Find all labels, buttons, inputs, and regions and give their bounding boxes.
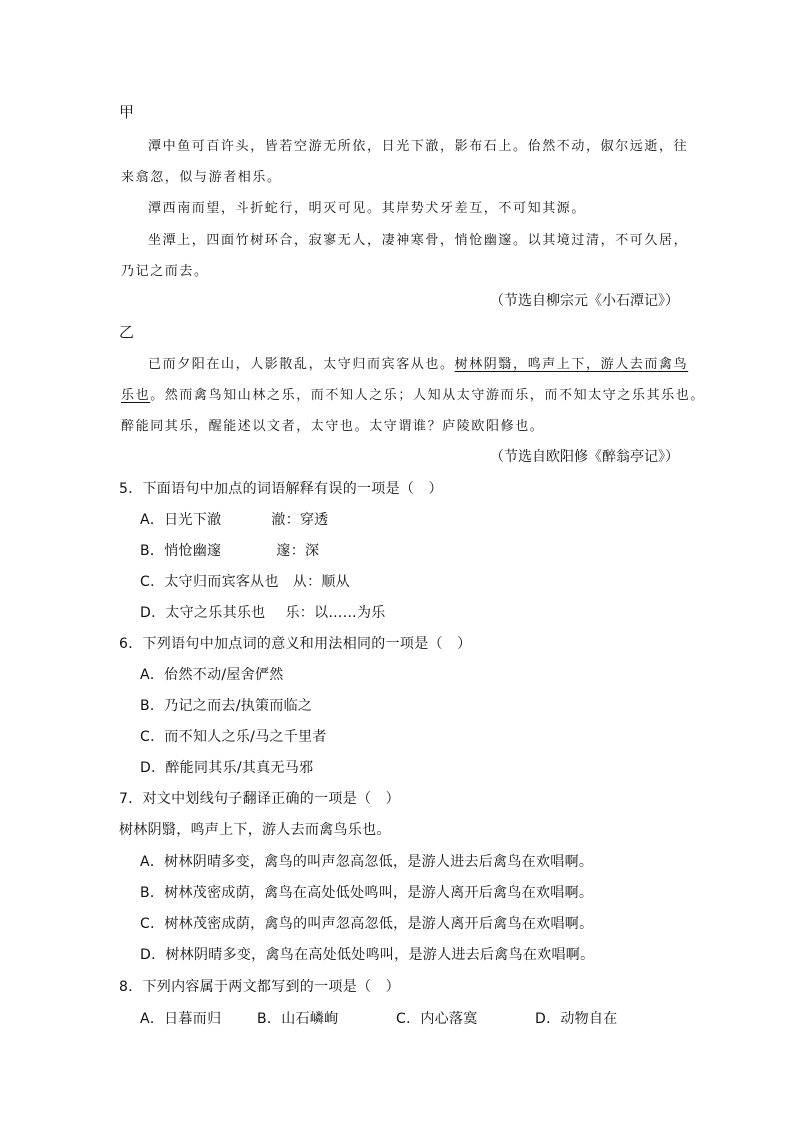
q5-option-c-text: C．太守归而宾客从也	[140, 574, 279, 590]
q8-option-d: D．动物自在	[535, 1011, 618, 1027]
q7-option-c: C．树林茂密成荫，禽鸟的叫声忽高忽低，是游人离开后禽鸟在欢唱啊。	[140, 916, 594, 932]
q8-option-c: C．内心落寞	[396, 1011, 478, 1027]
q5-option-c-gloss: 从：顺从	[292, 574, 350, 590]
q5-option-a-text: A．日光下澈	[140, 512, 222, 528]
q5-option-d-text: D．太守之乐其乐也	[140, 605, 266, 621]
q5-option-a	[140, 509, 329, 529]
passage-jia-p3-line1: 坐潭上，四面竹树环合，寂寥无人，凄神寒骨，悄怆幽邃。以其境过清，不可久居，	[148, 233, 689, 248]
q7-option-a: A．树林阴晴多变，禽鸟的叫声忽高忽低，是游人进去后禽鸟在欢唱啊。	[140, 854, 594, 870]
q6-stem: 6．下列语句中加点词的意义和用法相同的一项是（ ）	[119, 636, 472, 652]
q8-option-b: B．山石嶙峋	[257, 1011, 339, 1027]
underlined-sentence-part1: 树林阴翳，鸣声上下，游人去而禽鸟	[454, 357, 689, 372]
underlined-sentence-part2: 乐也	[121, 388, 151, 403]
q7-sentence: 树林阴翳，鸣声上下，游人去而禽鸟乐也。	[119, 822, 391, 838]
q6-option-d: D．醉能同其乐/其真无马邪	[140, 760, 314, 776]
q5-option-a-gloss: 澈：穿透	[271, 512, 329, 528]
passage-jia-p1-line1: 潭中鱼可百许头，皆若空游无所依，日光下澈，影布石上。佁然不动，俶尔远逝，往	[148, 139, 689, 154]
q5-option-c	[140, 571, 350, 591]
passage-jia-p2: 潭西南而望，斗折蛇行，明灭可见。其岸势犬牙差互，不可知其源。	[148, 201, 587, 216]
q5-option-b-gloss: 邃：深	[276, 543, 320, 559]
passage-yi-line3: 醉能同其乐，醒能述以文者，太守也。太守谓谁？庐陵欧阳修也。	[121, 419, 545, 434]
passage-yi-source: （节选自欧阳修《醉翁亭记》）	[490, 449, 679, 465]
q7-option-b: B．树林茂密成荫，禽鸟在高处低处鸣叫，是游人离开后禽鸟在欢唱啊。	[140, 885, 594, 901]
passage-jia-source: （节选自柳宗元《小石潭记》）	[490, 293, 679, 309]
passage-yi-label: 乙	[119, 323, 135, 341]
q6-option-c: C．而不知人之乐/马之千里者	[140, 729, 327, 745]
q6-option-b: B．乃记之而去/执策而临之	[140, 698, 313, 714]
q6-option-a: A．佁然不动/屋舍俨然	[140, 667, 284, 683]
q5-option-d-gloss: 乐：以……为乐	[285, 605, 386, 621]
q7-stem: 7．对文中划线句子翻译正确的一项是（ ）	[119, 791, 400, 807]
passage-jia-p3-line2: 乃记之而去。	[121, 264, 209, 279]
q5-option-d	[140, 602, 386, 622]
q5-stem: 5．下面语句中加点的词语解释有误的一项是（ ）	[119, 481, 443, 497]
passage-jia-p1-line2: 来翕忽，似与游者相乐。	[121, 170, 282, 185]
passage-jia-label: 甲	[119, 103, 135, 121]
passage-yi-line1-plain: 已而夕阳在山，人影散乱，太守归而宾客从也。	[148, 357, 455, 372]
q5-option-b	[140, 540, 319, 560]
passage-yi-line2	[121, 384, 705, 403]
passage-yi-line2-plain: 。然而禽鸟知山林之乐，而不知人之乐；人知从太守游而乐，而不知太守之乐其乐也。	[150, 388, 706, 403]
q7-option-d: D．树林阴晴多变，禽鸟在高处低处鸣叫，是游人进去后禽鸟在欢唱啊。	[140, 947, 595, 963]
q8-stem: 8．下列内容属于两文都写到的一项是（ ）	[119, 979, 400, 995]
passage-yi-line1	[148, 353, 688, 372]
q8-option-a: A．日暮而归	[140, 1011, 222, 1027]
q5-option-b-text: B．悄怆幽邃	[140, 543, 222, 559]
